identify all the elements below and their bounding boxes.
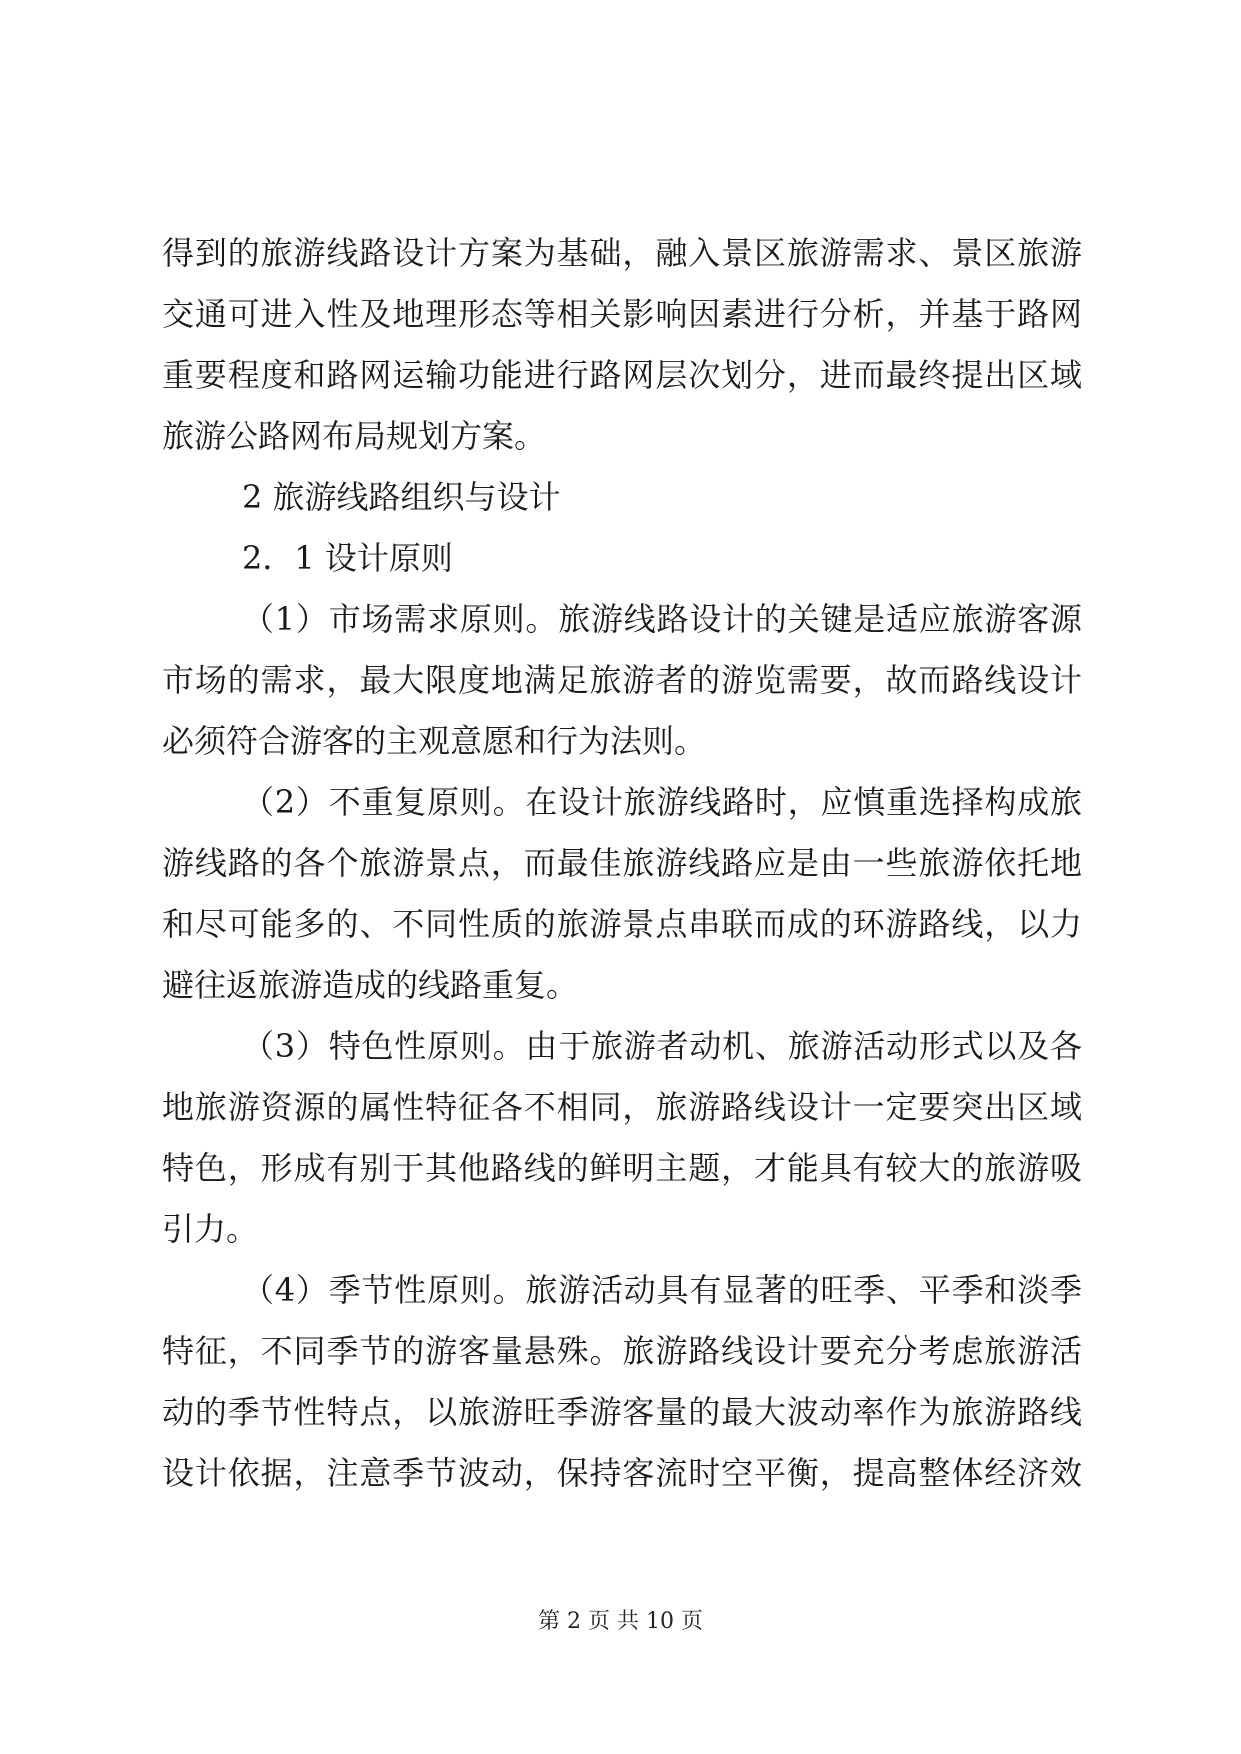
- text-line: 必须符合游客的主观意愿和行为法则。: [162, 722, 707, 760]
- text-line: （4）季节性原则。旅游活动具有显著的旺季、平季和淡季: [242, 1271, 1082, 1309]
- text-line: 交通可进入性及地理形态等相关影响因素进行分析，并基于路网: [162, 295, 1082, 333]
- page-footer: 第 2 页 共 10 页: [538, 1609, 703, 1634]
- text-line: 和尽可能多的、不同性质的旅游景点串联而成的环游路线，以力: [162, 905, 1082, 943]
- text-line: 引力。: [162, 1210, 259, 1248]
- subsection-heading: 2．1 设计原则: [242, 539, 453, 577]
- text-line: （1）市场需求原则。旅游线路设计的关键是适应旅游客源: [242, 600, 1082, 638]
- text-line: 重要程度和路网运输功能进行路网层次划分，进而最终提出区域: [162, 356, 1082, 394]
- text-line: 避往返旅游造成的线路重复。: [162, 966, 579, 1004]
- text-line: 游线路的各个旅游景点，而最佳旅游线路应是由一些旅游依托地: [162, 844, 1082, 882]
- text-line: 旅游公路网布局规划方案。: [162, 417, 547, 455]
- body-text: [162, 223, 1082, 1504]
- text-line: 特色，形成有别于其他路线的鲜明主题，才能具有较大的旅游吸: [162, 1149, 1082, 1187]
- text-line: （2）不重复原则。在设计旅游线路时，应慎重选择构成旅: [242, 783, 1082, 821]
- section-heading: 2 旅游线路组织与设计: [242, 478, 561, 516]
- text-line: 地旅游资源的属性特征各不相同，旅游路线设计一定要突出区域: [162, 1088, 1082, 1126]
- text-line: 得到的旅游线路设计方案为基础，融入景区旅游需求、景区旅游: [162, 234, 1082, 272]
- text-line: 市场的需求，最大限度地满足旅游者的游览需要，故而路线设计: [162, 661, 1082, 699]
- text-line: 动的季节性特点，以旅游旺季游客量的最大波动率作为旅游路线: [162, 1393, 1082, 1431]
- text-line: （3）特色性原则。由于旅游者动机、旅游活动形式以及各: [242, 1027, 1082, 1065]
- text-line: 特征，不同季节的游客量悬殊。旅游路线设计要充分考虑旅游活: [162, 1332, 1082, 1370]
- text-line: 设计依据，注意季节波动，保持客流时空平衡，提高整体经济效: [162, 1454, 1082, 1492]
